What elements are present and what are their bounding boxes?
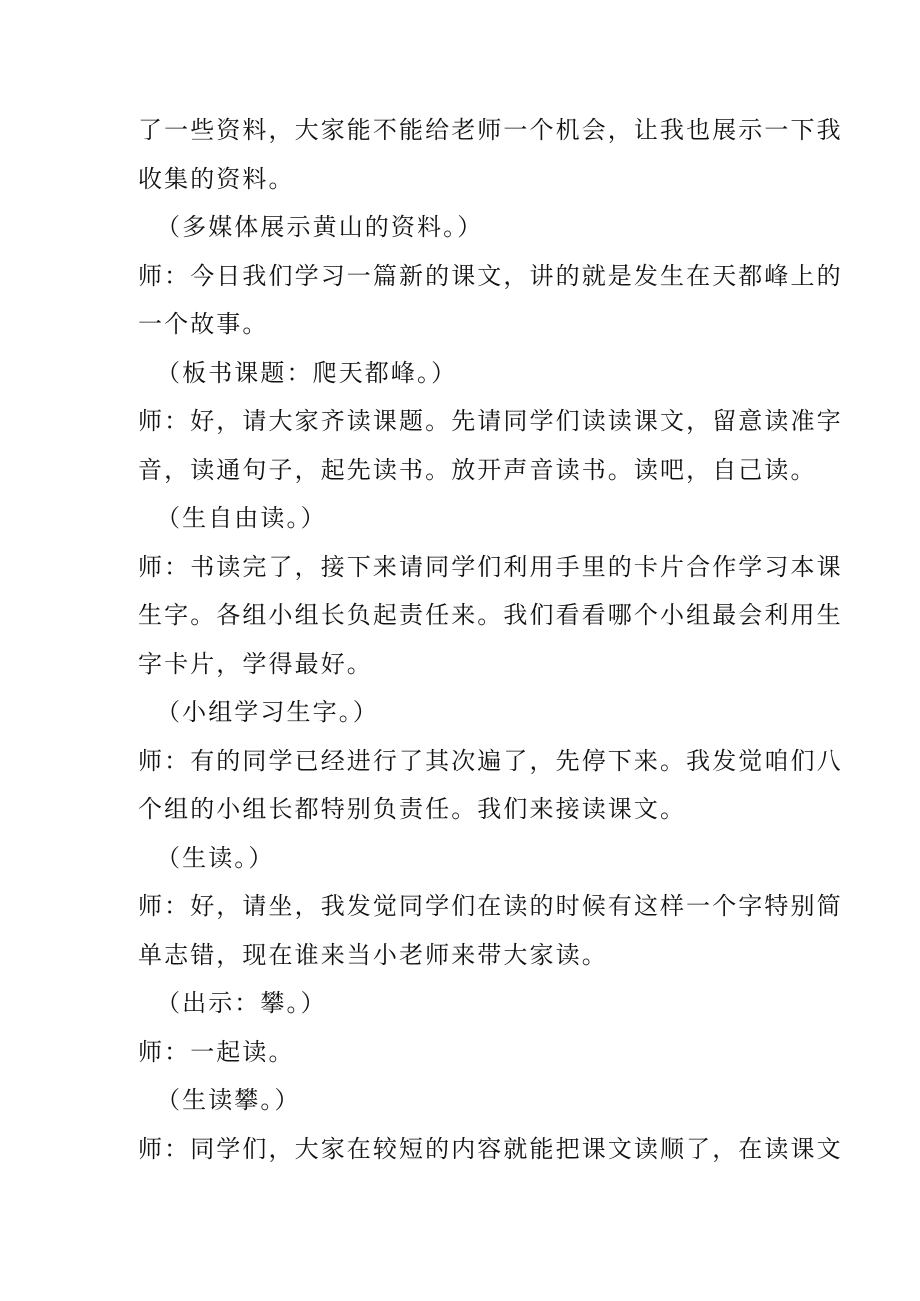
text-line: 生字。各组小组长负起责任来。我们看看哪个小组最会利用生 — [138, 601, 843, 629]
text-line: 师：好，请大家齐读课题。先请同学们读读课文，留意读准字 — [138, 407, 843, 435]
text-line: 师：今日我们学习一篇新的课文，讲的就是发生在天都峰上的 — [138, 261, 843, 290]
stage-direction-line: （生自由读。） — [156, 504, 327, 532]
document-body — [138, 106, 843, 1173]
stage-direction-line: （小组学习生字。） — [156, 698, 379, 726]
text-line: 字卡片，学得最好。 — [138, 649, 373, 678]
stage-direction-line: （多媒体展示黄山的资料。） — [156, 213, 484, 241]
text-line: 师：有的同学已经进行了其次遍了，先停下来。我发觉咱们八 — [138, 746, 843, 775]
text-line: 师：书读完了，接下来请同学们利用手里的卡片合作学习本课 — [138, 552, 843, 581]
text-line: 个组的小组长都特别负责任。我们来接读课文。 — [138, 795, 687, 823]
text-line: 单志错，现在谁来当小老师来带大家读。 — [138, 940, 608, 969]
text-line: 收集的资料。 — [138, 164, 295, 193]
text-line: 师：一起读。 — [138, 1037, 295, 1066]
stage-direction-line: （生读攀。） — [156, 1086, 301, 1114]
text-line: 师：同学们，大家在较短的内容就能把课文读顺了，在读课文 — [138, 1134, 843, 1163]
text-line: 师：好，请坐，我发觉同学们在读的时候有这样一个字特别简 — [138, 892, 843, 920]
stage-direction-line: （板书课题：爬天都峰。） — [156, 358, 458, 387]
stage-direction-line: （生读。） — [156, 843, 275, 872]
text-line: 了一些资料，大家能不能给老师一个机会，让我也展示一下我 — [138, 116, 843, 144]
text-line: 一个故事。 — [138, 310, 269, 338]
text-line: 音，读通句子，起先读书。放开声音读书。读吧，自己读。 — [138, 455, 817, 484]
stage-direction-line: （出示：攀。） — [156, 989, 327, 1017]
